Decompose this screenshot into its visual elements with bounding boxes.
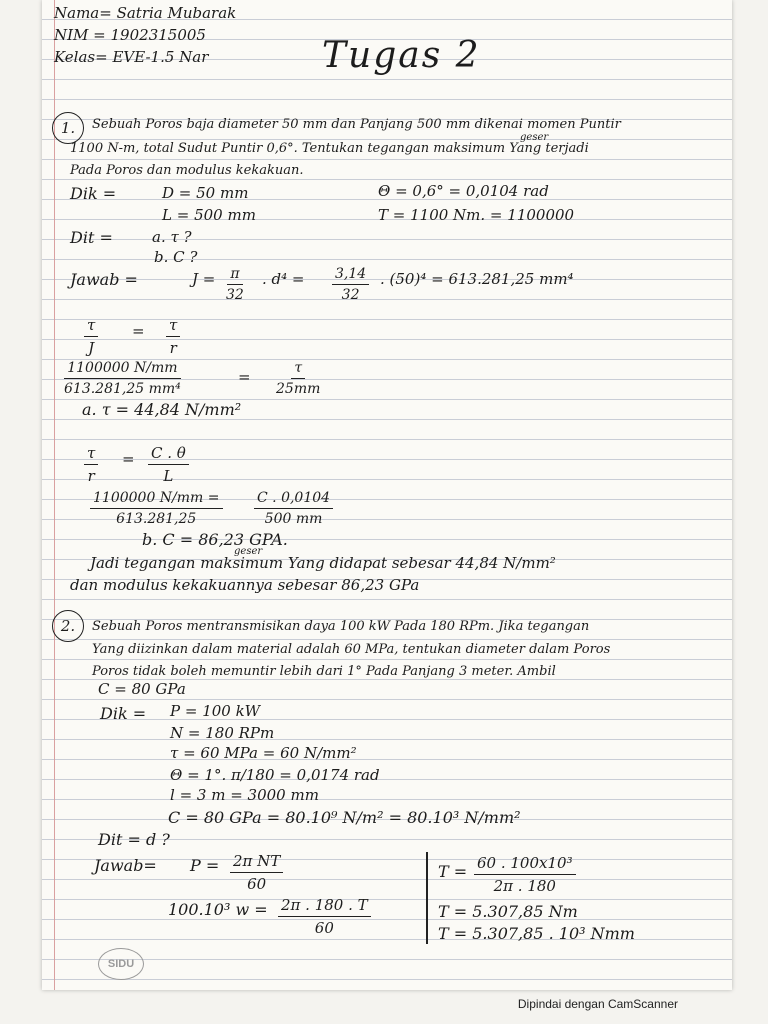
q1-radius-den: 25mm — [276, 381, 321, 397]
q1-geser-note: geser — [520, 132, 549, 143]
q2-power-fraction — [230, 852, 283, 893]
q2-torque-result-1: T = 5.307,85 Nm — [438, 902, 578, 921]
q1-c-theta-over-l — [148, 444, 189, 485]
q1-dik-label: Dik = — [70, 184, 117, 203]
question-1-number: 1. — [52, 112, 84, 144]
q1-pi-fraction — [226, 266, 244, 303]
q1-dit-a: a. τ ? — [152, 228, 192, 246]
q1-tau-num-3: τ — [291, 360, 305, 379]
q2-dik-rpm: N = 180 RPm — [170, 724, 275, 742]
q1-c-theta-value: C . 0,0104 — [254, 490, 333, 509]
q1-torque-num-2: 1100000 N/mm = — [90, 490, 223, 509]
q2-dik-label: Dik = — [100, 704, 147, 723]
q1-pi-value-den: 32 — [341, 287, 360, 303]
q1-pi-value: 3,14 — [332, 266, 369, 285]
q1-jawab-label: Jawab = — [70, 270, 138, 289]
q1-torque-over-j — [64, 360, 181, 397]
q1-dik-d: D = 50 mm — [162, 184, 249, 202]
q2-text-line-2: Yang diizinkan dalam material adalah 60 MPa, tentukan diameter dalam Poros — [92, 642, 611, 657]
q1-r-den-2: r — [87, 467, 95, 485]
q1-eq-sign-2: = — [238, 368, 251, 386]
q1-answer-b: b. C = 86,23 GPA. — [142, 530, 288, 549]
q2-dik-modulus: C = 80 GPa = 80.10⁹ N/m² = 80.10³ N/mm² — [168, 808, 521, 827]
q1-dik-theta: Θ = 0,6° = 0,0104 rad — [378, 182, 549, 200]
q1-l-den: L — [163, 467, 174, 485]
q1-dit-label: Dit = — [70, 228, 113, 247]
q1-pi-value-fraction — [332, 266, 369, 303]
q1-j-result: . (50)⁴ = 613.281,25 mm⁴ — [380, 270, 574, 288]
q2-torque-fraction — [474, 854, 576, 895]
q2-dit-label: Dit = d ? — [98, 830, 170, 849]
q1-dik-torque: T = 1100 Nm. = 1100000 — [378, 206, 575, 224]
q1-text-line-2: 1100 N-m, total Sudut Puntir 0,6°. Tentukan tegangan maksimum Yang terjadi — [70, 141, 589, 156]
q2-dik-tau: τ = 60 MPa = 60 N/mm² — [170, 744, 357, 762]
q1-pi-den: 32 — [226, 287, 244, 303]
q2-divider-line — [426, 852, 428, 944]
q1-tau-num-2: τ — [166, 316, 180, 337]
q1-tau-over-j — [84, 316, 98, 357]
q2-torque-num: 60 . 100x10³ — [474, 854, 576, 875]
q1-eq-sign-1: = — [132, 322, 145, 340]
q1-tau-num-4: τ — [84, 444, 98, 465]
student-name: Nama= Satria Mubarak — [54, 4, 237, 22]
q1-torque-num: 1100000 N/mm — [64, 360, 180, 379]
q1-torque-over-j-2 — [90, 490, 223, 527]
notebook-page — [42, 0, 732, 990]
q1-tau-over-r — [166, 316, 180, 357]
q1-dit-b: b. C ? — [154, 248, 198, 266]
q2-dik-theta: Θ = 1°. π/180 = 0,0174 rad — [170, 766, 380, 784]
q1-c-theta: C . θ — [148, 444, 189, 465]
q2-dik-power: P = 100 kW — [170, 702, 261, 720]
q1-tau-num: τ — [84, 316, 98, 337]
q2-dik-length: l = 3 m = 3000 mm — [170, 786, 319, 804]
q1-j-value-den-2: 613.281,25 — [116, 511, 197, 527]
question-2-number: 2. — [52, 610, 84, 642]
q2-jawab-label: Jawab= — [94, 856, 157, 875]
q1-c-theta-over-500 — [254, 490, 333, 527]
q2-power-num: 2π NT — [230, 852, 283, 873]
sidu-logo: SIDU — [98, 948, 144, 980]
q1-j-den: J — [88, 339, 95, 357]
q2-watt-num: 2π . 180 . T — [278, 896, 371, 917]
page-title: Tugas 2 — [322, 35, 481, 76]
q1-text-line-3: Pada Poros dan modulus kekakuan. — [70, 163, 304, 178]
q1-conclusion-2: dan modulus kekakuannya sebesar 86,23 GPa — [70, 576, 420, 594]
q2-power-eq: P = — [190, 856, 220, 875]
margin-line — [54, 0, 55, 990]
q1-dik-l: L = 500 mm — [162, 206, 256, 224]
q2-watt-eq: 100.10³ w = — [168, 900, 268, 919]
q1-answer-a: a. τ = 44,84 N/mm² — [82, 400, 242, 419]
q2-text-line-3: Poros tidak boleh memuntir lebih dari 1° Pada Panjang 3 meter. Ambil — [92, 664, 556, 679]
q1-j-value-den: 613.281,25 mm⁴ — [64, 381, 181, 397]
q1-conclusion-1: Jadi tegangan maksimum Yang didapat sebesar 44,84 N/mm² — [90, 554, 556, 572]
student-nim: NIM = 1902315005 — [54, 26, 206, 44]
q1-pi-num: π — [227, 266, 242, 285]
q1-d4: . d⁴ = — [262, 270, 305, 288]
camscanner-footer: Dipindai dengan CamScanner — [517, 997, 678, 1011]
q2-torque-den: 2π . 180 — [493, 877, 556, 895]
q2-watt-fraction — [278, 896, 371, 937]
q1-500-den: 500 mm — [264, 511, 323, 527]
q2-watt-den: 60 — [314, 919, 334, 937]
q1-text-line-1: Sebuah Poros baja diameter 50 mm dan Panjang 500 mm dikenai momen Puntir — [92, 117, 621, 132]
q1-j-formula: J = — [192, 270, 216, 288]
q2-torque-eq: T = — [438, 862, 468, 881]
q2-text-line-1: Sebuah Poros mentransmisikan daya 100 kW Pada 180 RPm. Jika tegangan — [92, 619, 590, 634]
q2-power-den: 60 — [247, 875, 267, 893]
q1-conclusion-geser: geser — [234, 546, 263, 557]
student-class: Kelas= EVE-1.5 Nar — [54, 48, 209, 66]
q1-tau-over-r-2 — [84, 444, 98, 485]
q1-tau-over-25 — [276, 360, 320, 397]
q2-text-line-4: C = 80 GPa — [98, 680, 186, 698]
q2-torque-result-2: T = 5.307,85 . 10³ Nmm — [438, 924, 635, 943]
q1-r-den: r — [169, 339, 177, 357]
q1-eq-sign-3: = — [122, 450, 135, 468]
